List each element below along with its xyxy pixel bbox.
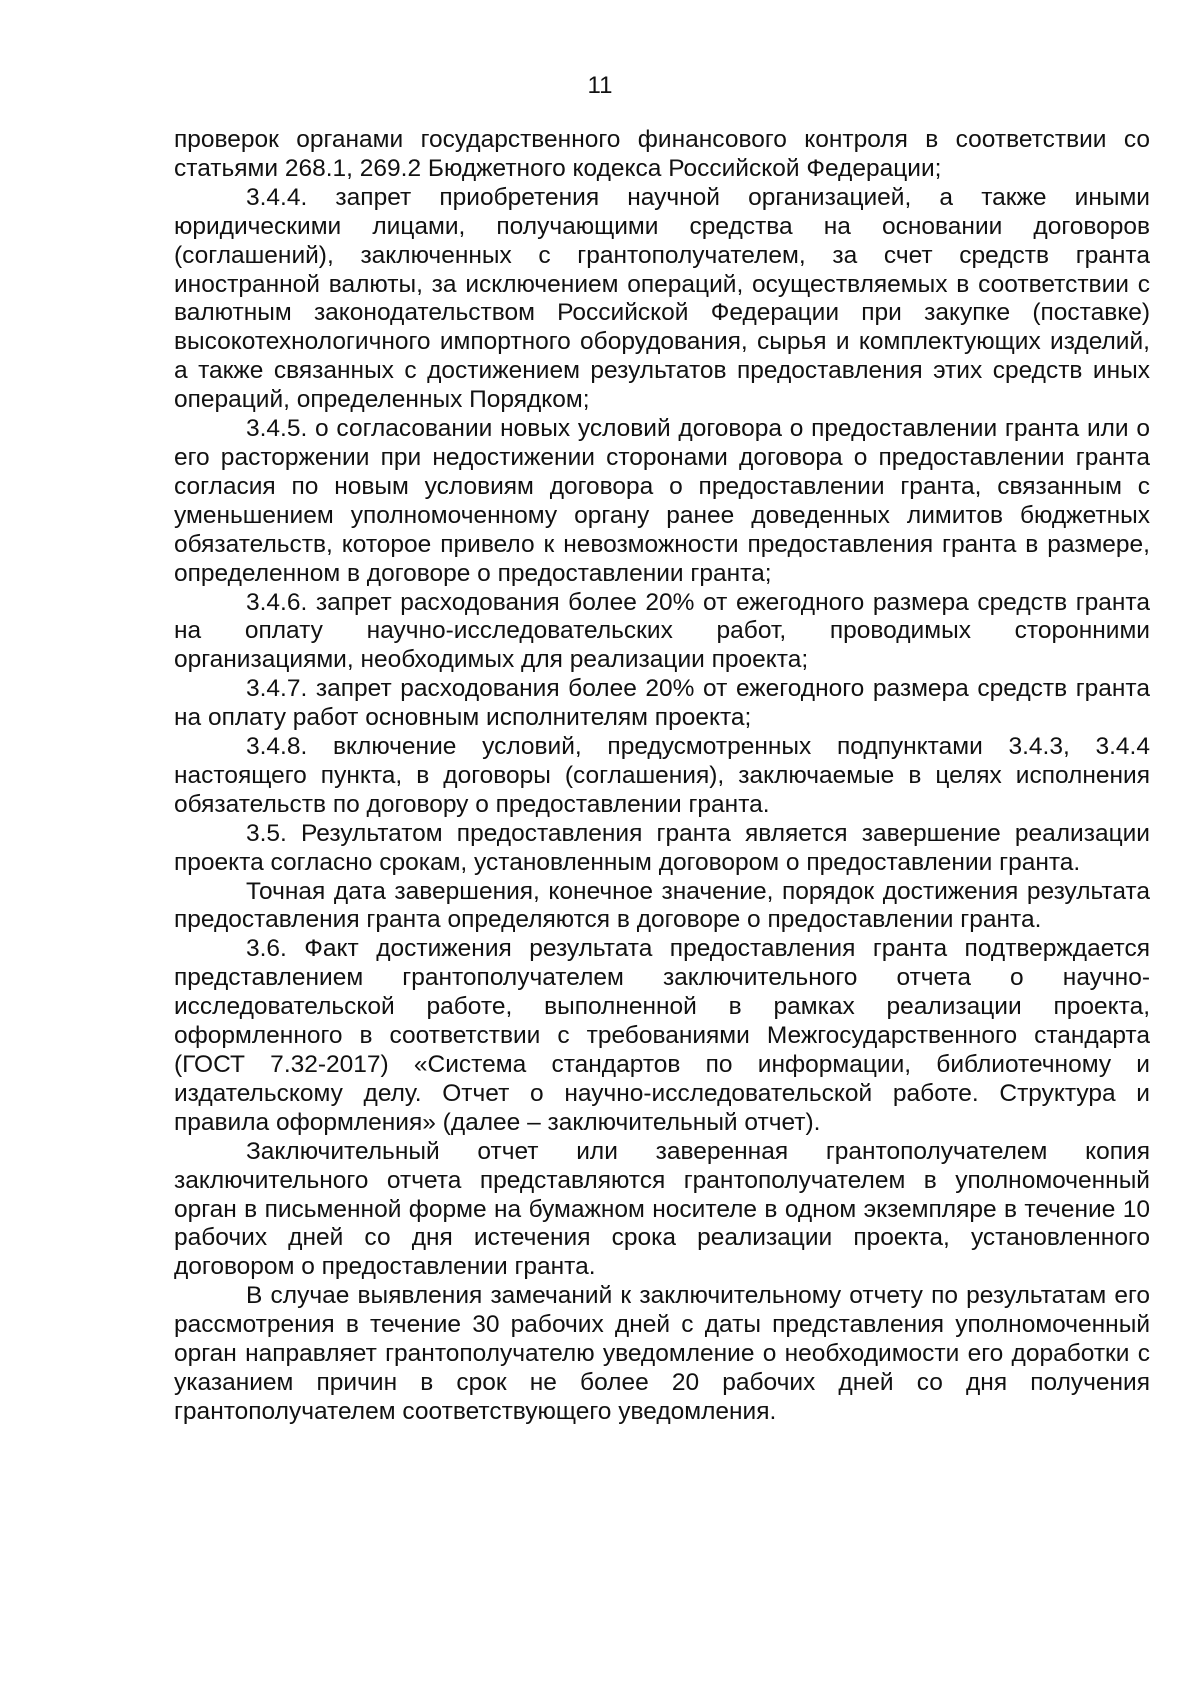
paragraph-3-4-8: 3.4.8. включение условий, предусмотренных подпунктами 3.4.3, 3.4.4 настоящего пункта, в договоры (соглашения), заключаемые в целях исполнения обязательств по договору о предоставлении гранта. [174,733,1150,818]
page-number: 11 [587,72,613,99]
paragraph-3-5: 3.5. Результатом предоставления гранта является завершение реализации проекта согласно срокам, установленным договором о предоставлении гранта. [174,819,1150,876]
paragraph-3-4-6: 3.4.6. запрет расходования более 20% от ежегодного размера средств гранта на оплату научно-исследовательских работ, проводимых сторонними организациями, необходимых для реализации проекта; [174,588,1150,674]
paragraph-3-4-7: 3.4.7. запрет расходования более 20% от ежегодного размера средств гранта на оплату работ основным исполнителям проекта; [174,675,1150,732]
paragraph-continuation: проверок органами государственного финансового контроля в соответствии со статьями 268.1, 269.2 Бюджетного кодекса Российской Федерации; [174,126,1150,182]
paragraph-3-4-4: 3.4.4. запрет приобретения научной организацией, а также иными юридическими лицами, получающими средства на основании договоров (соглашений), заключенных с грантополучателем, за счет средств гранта иностранной валюты, за исключением операций, осуществляемых в соответствии с валютным законодательством Российской Федерации при закупке (поставке) высокотехнологичного импортного оборудования, сырья и комплектующих изделий, а также связанных с достижением результатов предоставления этих средств иных операций, определенных Порядком; [174,183,1150,414]
paragraph-3-6: 3.6. Факт достижения результата предоставления гранта подтверждается представлением грантополучателем заключительного отчета о научно-исследовательской работе, выполненной в рамках реализации проекта, оформленного в соответствии с требованиями Межгосударственного стандарта (ГОСТ 7.32-2017) «Система стандартов по информации, библиотечному и издательскому делу. Отчет о научно-исследовательской работе. Структура и правила оформления» (далее – заключительный отчет). [174,935,1150,1136]
document-body [174,126,1150,1427]
paragraph-3-4-5: 3.4.5. о согласовании новых условий договора о предоставлении гранта или о его расторжении при недостижении сторонами договора о предоставлении гранта согласия по новым условиям договора о предоставлении гранта, связанным с уменьшением уполномоченному органу ранее доведенных лимитов бюджетных обязательств, которое привело к невозможности предоставления гранта в размере, определенном в договоре о предоставлении гранта; [174,415,1150,587]
paragraph-final-report-submission: Заключительный отчет или заверенная грантополучателем копия заключительного отчета представляются грантополучателем в уполномоченный орган в письменной форме на бумажном носителе в одном экземпляре в течение 10 рабочих дней со дня истечения срока реализации проекта, установленного договором о предоставлении гранта. [174,1137,1150,1281]
paragraph-result-date: Точная дата завершения, конечное значение, порядок достижения результата предоставления гранта определяются в договоре о предоставлении гранта. [174,877,1150,934]
paragraph-report-remarks: В случае выявления замечаний к заключительному отчету по результатам его рассмотрения в течение 30 рабочих дней с даты представления уполномоченный орган направляет грантополучателю уведомление о необходимости его доработки с указанием причин в срок не более 20 рабочих дней со дня получения грантополучателем соответствующего уведомления. [174,1282,1150,1425]
